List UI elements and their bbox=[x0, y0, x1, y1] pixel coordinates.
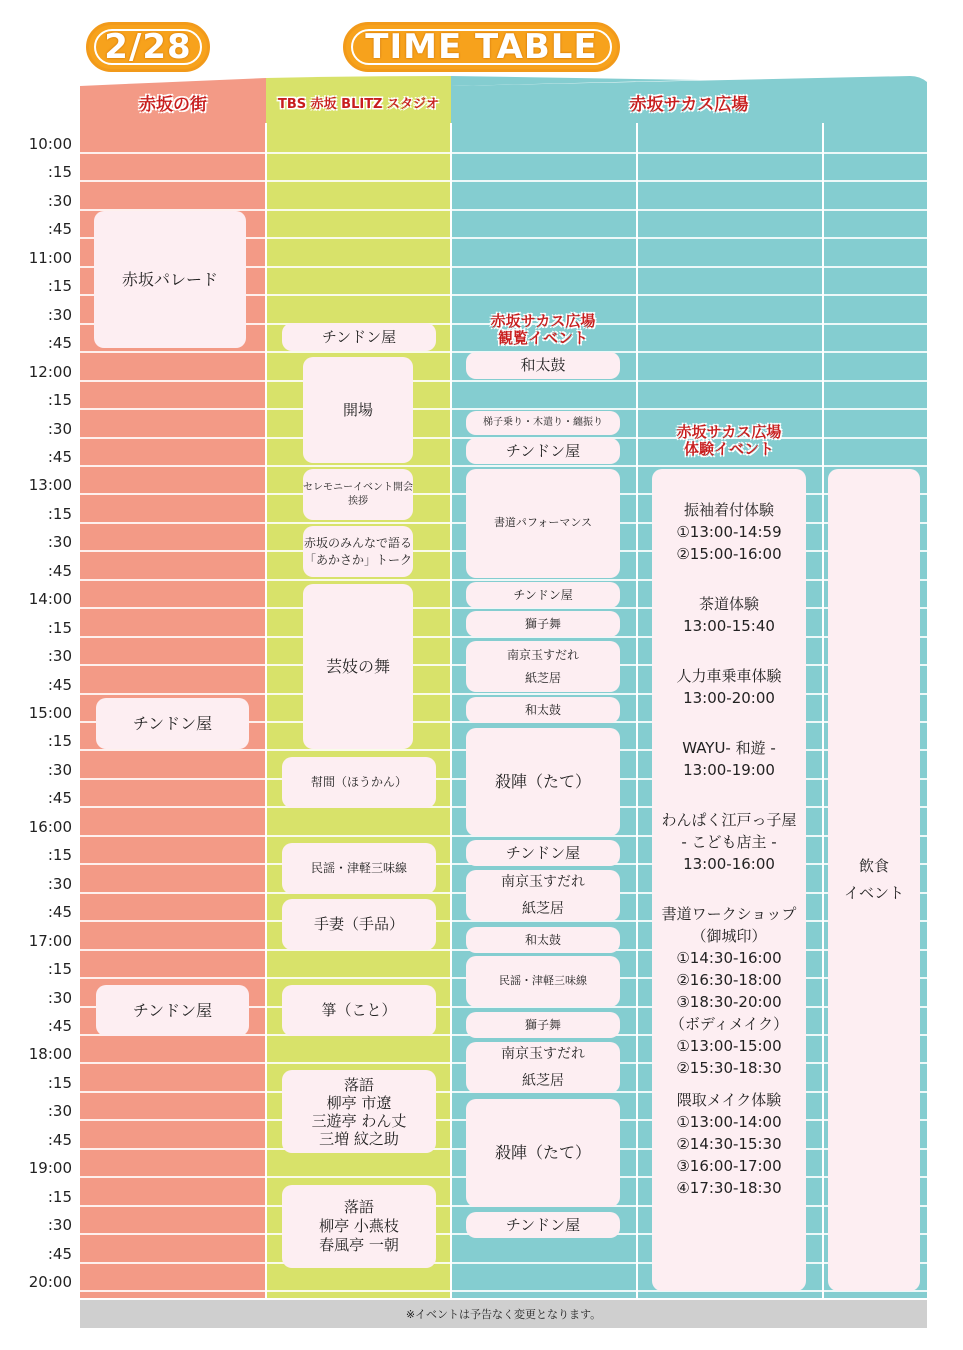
experience-line: 隈取メイク体験 bbox=[676, 1091, 782, 1109]
event-chindon-ya: チンドン屋 bbox=[96, 698, 249, 749]
column-divider bbox=[265, 123, 267, 1298]
time-label: 18:00 bbox=[28, 1045, 72, 1063]
time-label: :30 bbox=[47, 192, 72, 210]
time-label: :30 bbox=[47, 420, 72, 438]
time-label: :45 bbox=[47, 562, 72, 580]
time-label: :30 bbox=[47, 1102, 72, 1120]
time-label: :45 bbox=[47, 1131, 72, 1149]
event-nankin-kaishibai: 南京玉すだれ 紙芝居 bbox=[466, 870, 620, 921]
footer-note: ※イベントは予告なく変更となります。 bbox=[80, 1300, 927, 1328]
time-label: :15 bbox=[47, 163, 72, 181]
time-label: 12:00 bbox=[28, 363, 72, 381]
event-chindon-ya: チンドン屋 bbox=[96, 985, 249, 1036]
viewing-events-heading: 赤坂サカス広場 観覧イベント bbox=[490, 312, 596, 347]
time-label: :45 bbox=[47, 1017, 72, 1035]
time-label: :15 bbox=[47, 732, 72, 750]
experience-line: 13:00-16:00 bbox=[683, 855, 775, 873]
experience-line: ②15:30-18:30 bbox=[676, 1059, 782, 1077]
time-label: :15 bbox=[47, 846, 72, 864]
food-event: 飲食 イベント bbox=[828, 469, 920, 1291]
time-label: :45 bbox=[47, 789, 72, 807]
time-label: :15 bbox=[47, 960, 72, 978]
event-tate: 殺陣（たて） bbox=[466, 1099, 620, 1207]
experience-events-list bbox=[652, 469, 806, 1291]
time-label: 17:00 bbox=[28, 932, 72, 950]
time-label: :15 bbox=[47, 391, 72, 409]
time-label: :15 bbox=[47, 619, 72, 637]
experience-line: - こども店主 - bbox=[681, 833, 777, 851]
event-shishimai: 獅子舞 bbox=[466, 1012, 620, 1038]
time-label: :30 bbox=[47, 533, 72, 551]
column-divider bbox=[450, 123, 452, 1298]
event-ceremony: セレモニーイベント開会 挨拶 bbox=[303, 469, 413, 520]
event-akasaka-parade: 赤坂パレード bbox=[94, 211, 246, 348]
experience-line: ④17:30-18:30 bbox=[676, 1179, 782, 1197]
time-label: 15:00 bbox=[28, 704, 72, 722]
event-chindon-ya: チンドン屋 bbox=[466, 1212, 620, 1238]
event-shodo-performance: 書道パフォーマンス bbox=[466, 469, 620, 578]
time-label: 19:00 bbox=[28, 1159, 72, 1177]
time-label: :30 bbox=[47, 306, 72, 324]
time-label: :15 bbox=[47, 277, 72, 295]
time-label: 11:00 bbox=[28, 249, 72, 267]
event-koto: 箏（こと） bbox=[282, 985, 436, 1036]
experience-events-heading: 赤坂サカス広場 体験イベント bbox=[676, 423, 782, 458]
experience-line: WAYU- 和遊 - bbox=[682, 739, 776, 757]
time-label: 13:00 bbox=[28, 476, 72, 494]
experience-line: ①13:00-14:00 bbox=[676, 1113, 782, 1131]
page-title: TIME TABLE bbox=[365, 27, 598, 67]
experience-line: ②14:30-15:30 bbox=[676, 1135, 782, 1153]
column-divider bbox=[822, 123, 824, 1298]
event-minyo-shamisen: 民謡・津軽三味線 bbox=[466, 956, 620, 1007]
event-minyo-shamisen: 民謡・津軽三味線 bbox=[282, 843, 436, 894]
event-chindon-ya: チンドン屋 bbox=[282, 323, 436, 351]
grid-line bbox=[80, 1290, 927, 1292]
experience-line: 振袖着付体験 bbox=[683, 501, 774, 519]
experience-line: ①14:30-16:00 bbox=[676, 949, 782, 967]
event-chindon-ya: チンドン屋 bbox=[466, 840, 620, 866]
experience-line: ①13:00-14:59 bbox=[676, 523, 782, 541]
experience-line: （御城印） bbox=[691, 927, 767, 945]
grid-line bbox=[80, 180, 927, 182]
grid-line bbox=[80, 465, 927, 467]
experience-line: （ボディメイク） bbox=[669, 1015, 789, 1033]
event-hashigo: 梯子乗り・木遣り・纏振り bbox=[466, 411, 620, 435]
experience-line: 13:00-20:00 bbox=[683, 689, 775, 707]
time-label: 16:00 bbox=[28, 818, 72, 836]
time-label: :15 bbox=[47, 1074, 72, 1092]
time-label: :30 bbox=[47, 761, 72, 779]
time-label: :15 bbox=[47, 505, 72, 523]
experience-line: ③18:30-20:00 bbox=[676, 993, 782, 1011]
column-header-street: 赤坂の街 bbox=[139, 94, 207, 115]
column-divider bbox=[636, 123, 638, 1298]
time-label: :45 bbox=[47, 220, 72, 238]
grid-line bbox=[80, 380, 927, 382]
event-shishimai: 獅子舞 bbox=[466, 611, 620, 637]
experience-line: ③16:00-17:00 bbox=[676, 1157, 782, 1175]
column-header-blitz: TBS 赤坂 BLITZ スタジオ bbox=[277, 96, 440, 112]
time-label: :45 bbox=[47, 903, 72, 921]
time-label: :15 bbox=[47, 1188, 72, 1206]
experience-line: 書道ワークショップ bbox=[661, 905, 797, 923]
time-label: :30 bbox=[47, 989, 72, 1007]
event-akasaka-talk: 赤坂のみんなで語る 「あかさか」トーク bbox=[303, 526, 413, 577]
time-label: :30 bbox=[47, 647, 72, 665]
time-label: 20:00 bbox=[28, 1273, 72, 1291]
time-label: :30 bbox=[47, 875, 72, 893]
experience-line: 13:00-15:40 bbox=[683, 617, 775, 635]
experience-line: 人力車乗車体験 bbox=[676, 667, 782, 685]
event-opening: 開場 bbox=[303, 357, 413, 463]
grid-line bbox=[80, 408, 927, 410]
event-wadaiko: 和太鼓 bbox=[466, 927, 620, 953]
time-label: :30 bbox=[47, 1216, 72, 1234]
experience-line: わんぱく江戸っ子屋 bbox=[661, 811, 797, 829]
time-label: :45 bbox=[47, 334, 72, 352]
event-wadaiko: 和太鼓 bbox=[466, 352, 620, 379]
experience-line: ②15:00-16:00 bbox=[676, 545, 782, 563]
grid-line bbox=[80, 152, 927, 154]
time-label: 14:00 bbox=[28, 590, 72, 608]
time-label: :45 bbox=[47, 448, 72, 466]
event-chindon-ya: チンドン屋 bbox=[466, 582, 620, 608]
event-geigi-dance: 芸妓の舞 bbox=[303, 584, 413, 749]
experience-line: 茶道体験 bbox=[698, 595, 759, 613]
event-rakugo: 落語 柳亭 小燕枝 春風亭 一朝 bbox=[282, 1185, 436, 1268]
experience-line: ①13:00-15:00 bbox=[676, 1037, 782, 1055]
time-label: :45 bbox=[47, 1245, 72, 1263]
date-text: 2/28 bbox=[104, 27, 192, 67]
time-label: 10:00 bbox=[28, 135, 72, 153]
event-rakugo: 落語 柳亭 市遼 三遊亭 わん丈 三増 紋之助 bbox=[282, 1070, 436, 1153]
event-chindon-ya: チンドン屋 bbox=[466, 438, 620, 464]
event-wadaiko: 和太鼓 bbox=[466, 697, 620, 723]
event-tezuma: 手妻（手品） bbox=[282, 899, 436, 950]
event-houkan: 幇間（ほうかん） bbox=[282, 757, 436, 808]
experience-line: ②16:30-18:00 bbox=[676, 971, 782, 989]
column-header-sacas: 赤坂サカス広場 bbox=[629, 94, 749, 115]
event-tate: 殺陣（たて） bbox=[466, 728, 620, 836]
event-nankin-kaishibai: 南京玉すだれ 紙芝居 bbox=[466, 641, 620, 692]
experience-line: 13:00-19:00 bbox=[683, 761, 775, 779]
event-nankin-kaishibai: 南京玉すだれ 紙芝居 bbox=[466, 1042, 620, 1093]
time-label: :45 bbox=[47, 676, 72, 694]
